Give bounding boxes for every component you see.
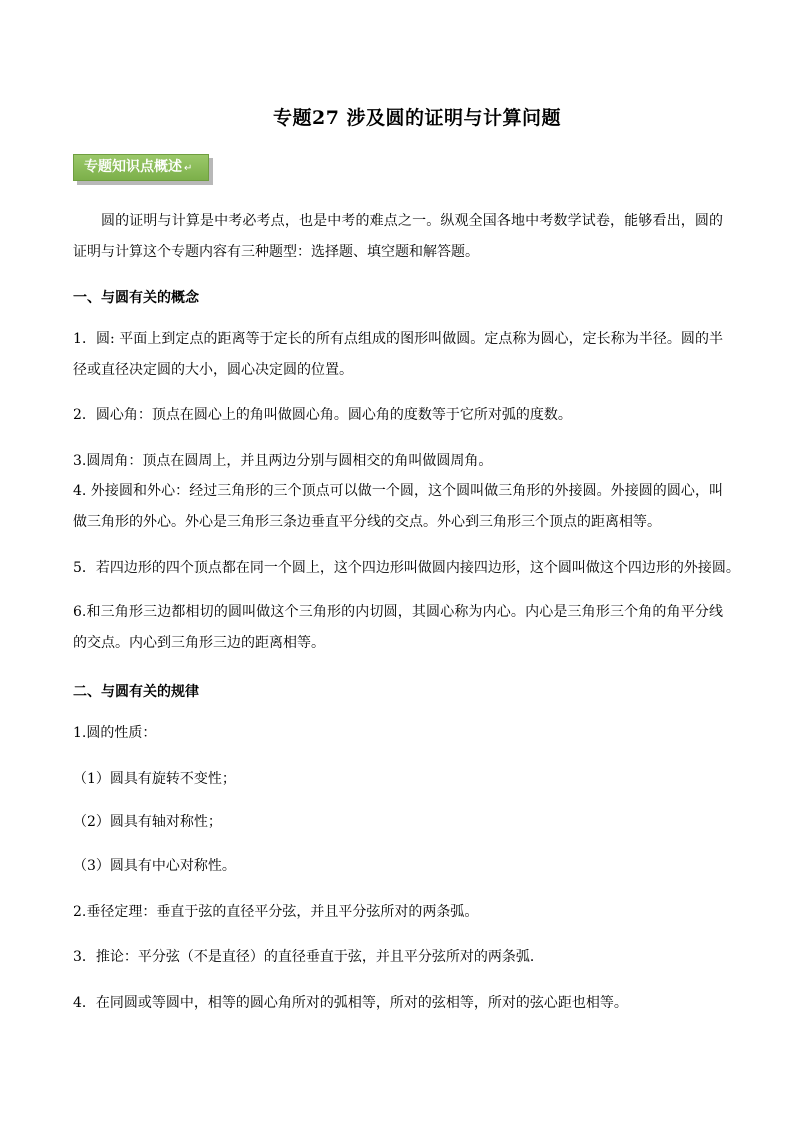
intro-paragraph: 圆的证明与计算是中考必考点，也是中考的难点之一。纵观全国各地中考数学试卷，能够看出，圆的证明与计算这个专题内容有三种题型：选择题、填空题和解答题。 [73,213,723,260]
page-title: 专题27 涉及圆的证明与计算问题 [272,107,562,129]
rule-item-3: 3．推论：平分弦（不是直径）的直径垂直于弦，并且平分弦所对的两条弧． [73,949,544,965]
section-heading-concepts: 一、与圆有关的概念 [73,290,199,306]
concept-item-1: 1．圆: 平面上到定点的距离等于定长的所有点组成的图形叫做圆。定点称为圆心，定长称为半径。圆的半径或直径决定圆的大小，圆心决定圆的位置。 [73,331,723,378]
rule-item-1: 1.圆的性质： [73,725,157,741]
concept-item-6: 6.和三角形三边都相切的圆叫做这个三角形的内切圆，其圆心称为内心。内心是三角形三个角的角平分线的交点。内心到三角形三边的距离相等。 [73,604,723,651]
concept-item-2: 2．圆心角：顶点在圆心上的角叫做圆心角。圆心角的度数等于它所对弧的度数。 [73,407,572,423]
section-badge [73,154,213,185]
badge-text: 专题知识点概述 [84,159,182,175]
rule-item-4: 4．在同圆或等圆中，相等的圆心角所对的弧相等，所对的弦相等，所对的弦心距也相等。 [73,995,628,1011]
badge-label [73,154,209,181]
concept-item-3: 3.圆周角：顶点在圆周上，并且两边分别与圆相交的角叫做圆周角。 [73,453,493,469]
concept-item-5: 5．若四边形的四个顶点都在同一个圆上，这个四边形叫做圆内接四边形，这个圆叫做这个四边形的外接圆。 [73,560,740,576]
rule-item-1a: （1）圆具有旋转不变性； [73,771,236,787]
rule-item-1b: （2）圆具有轴对称性； [73,814,222,830]
rule-item-1c: （3）圆具有中心对称性。 [73,858,236,874]
section-heading-rules: 二、与圆有关的规律 [73,684,199,700]
concept-item-4: 4. 外接圆和外心：经过三角形的三个顶点可以做一个圆，这个圆叫做三角形的外接圆。外接圆的圆心，叫做三角形的外心。外心是三角形三条边垂直平分线的交点。外心到三角形三个顶点的距离相等。 [73,483,723,530]
rule-item-2: 2.垂径定理：垂直于弦的直径平分弦，并且平分弦所对的两条弧。 [73,904,479,920]
paragraph-mark-icon: ↵ [184,163,193,174]
